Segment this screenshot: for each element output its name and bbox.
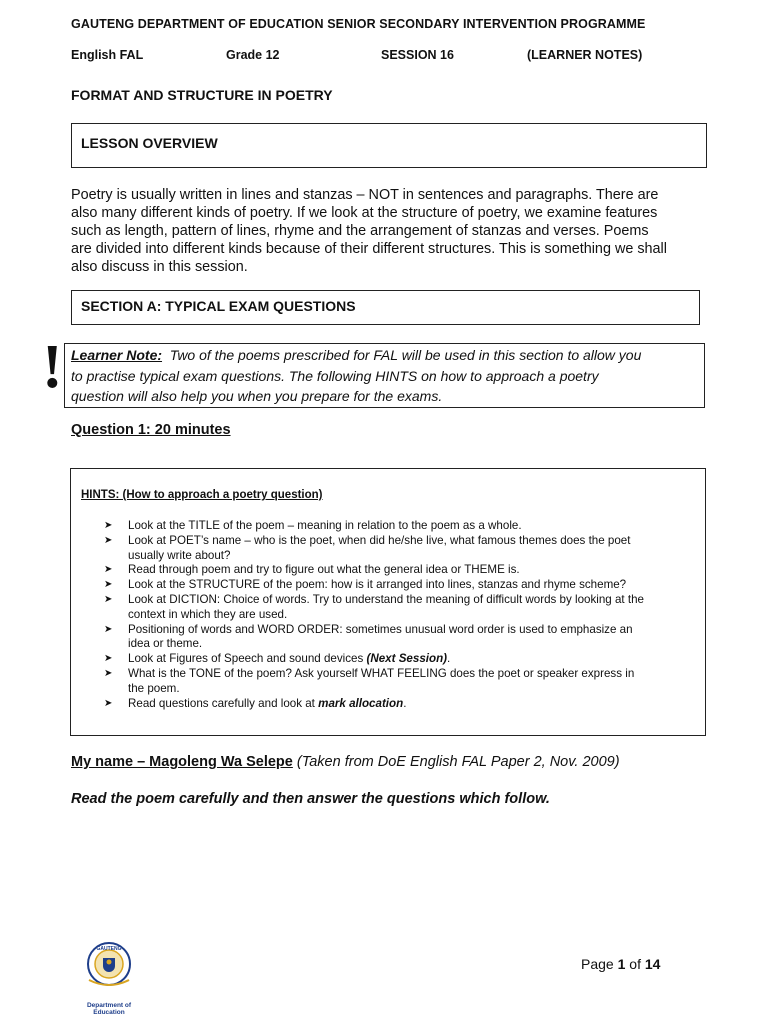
hints-list [104, 519, 704, 711]
notes-type-label: (LEARNER NOTES) [527, 48, 643, 62]
grade-label: Grade 12 [226, 48, 280, 62]
gauteng-crest-icon [75, 940, 143, 996]
hint-item: ➤ Read through poem and try to figure out what the general idea or THEME is. [104, 563, 520, 577]
arrow-bullet-icon: ➤ [104, 564, 113, 576]
overview-line: Poetry is usually written in lines and stanzas – NOT in sentences and paragraphs. There are [71, 187, 659, 203]
lesson-overview-title: LESSON OVERVIEW [81, 135, 218, 151]
hints-title: HINTS: (How to approach a poetry question) [81, 489, 323, 501]
lesson-overview-box [71, 123, 707, 168]
arrow-bullet-icon: ➤ [104, 697, 113, 709]
arrow-bullet-icon: ➤ [104, 623, 113, 635]
hint-item: ➤ Positioning of words and WORD ORDER: sometimes unusual word order is used to emphasize an idea or theme. [104, 622, 633, 651]
hint-item: ➤ Look at POET’s name – who is the poet, when did he/she live, what famous themes does the poet usually write about? [104, 533, 631, 562]
hints-box [70, 468, 706, 736]
learner-note-line: question will also help you when you prepare for the exams. [71, 388, 443, 404]
arrow-bullet-icon: ➤ [104, 579, 113, 591]
learner-note-text [71, 345, 703, 407]
logo-caption: Department of Education [86, 1002, 132, 1016]
arrow-bullet-icon: ➤ [104, 667, 113, 679]
overview-line: such as length, pattern of lines, rhyme and the arrangement of stanzas and verses. Poems [71, 223, 649, 239]
learner-note-box [64, 343, 705, 408]
hint-item: ➤ Look at DICTION: Choice of words. Try to understand the meaning of difficult words by looking at the context in which they are used. [104, 592, 644, 621]
hint-item: ➤ What is the TONE of the poem? Ask yourself WHAT FEELING does the poet or speaker express in the poem. [104, 666, 635, 695]
document-header-title: GAUTENG DEPARTMENT OF EDUCATION SENIOR SECONDARY INTERVENTION PROGRAMME [71, 17, 646, 31]
learner-note-line: Two of the poems prescribed for FAL will be used in this section to allow you [162, 347, 642, 363]
exclamation-icon: ! [42, 333, 63, 401]
arrow-bullet-icon: ➤ [104, 534, 113, 546]
page-number: Page 1 of 14 [581, 956, 661, 972]
page-title: FORMAT AND STRUCTURE IN POETRY [71, 87, 333, 103]
overview-line: are divided into different kinds because of their different structures. This is something we shall [71, 241, 667, 257]
overview-paragraph [71, 186, 711, 276]
learner-note-line: to practise typical exam questions. The following HINTS on how to approach a poetry [71, 367, 599, 384]
hint-item: ➤ Read questions carefully and look at mark allocation. [104, 696, 407, 710]
learner-note-label: Learner Note: [71, 347, 163, 363]
arrow-bullet-icon: ➤ [104, 593, 113, 605]
hint-item: ➤ Look at the TITLE of the poem – meaning in relation to the poem as a whole. [104, 519, 522, 532]
hint-item: ➤ Look at Figures of Speech and sound devices (Next Session). [104, 652, 451, 666]
overview-line: also many different kinds of poetry. If we look at the structure of poetry, we examine features [71, 205, 658, 221]
instruction-text: Read the poem carefully and then answer the questions which follow. [71, 791, 550, 807]
session-label: SESSION 16 [381, 48, 454, 62]
arrow-bullet-icon: ➤ [104, 520, 113, 531]
question-1-title: Question 1: 20 minutes [71, 422, 231, 438]
poem-title: My name – Magoleng Wa Selepe [71, 754, 293, 770]
department-logo [75, 940, 143, 1016]
subject-label: English FAL [71, 48, 144, 62]
logo-text: GAUTENG [96, 946, 122, 952]
poem-reference [71, 754, 620, 770]
arrow-bullet-icon: ➤ [104, 653, 113, 665]
section-a-title: SECTION A: TYPICAL EXAM QUESTIONS [81, 298, 356, 314]
section-a-box [71, 290, 700, 325]
hint-item: ➤ Look at the STRUCTURE of the poem: how is it arranged into lines, stanzas and rhyme scheme? [104, 578, 627, 592]
overview-line: also discuss in this session. [71, 259, 248, 275]
poem-source: (Taken from DoE English FAL Paper 2, Nov. 2009) [296, 754, 620, 770]
